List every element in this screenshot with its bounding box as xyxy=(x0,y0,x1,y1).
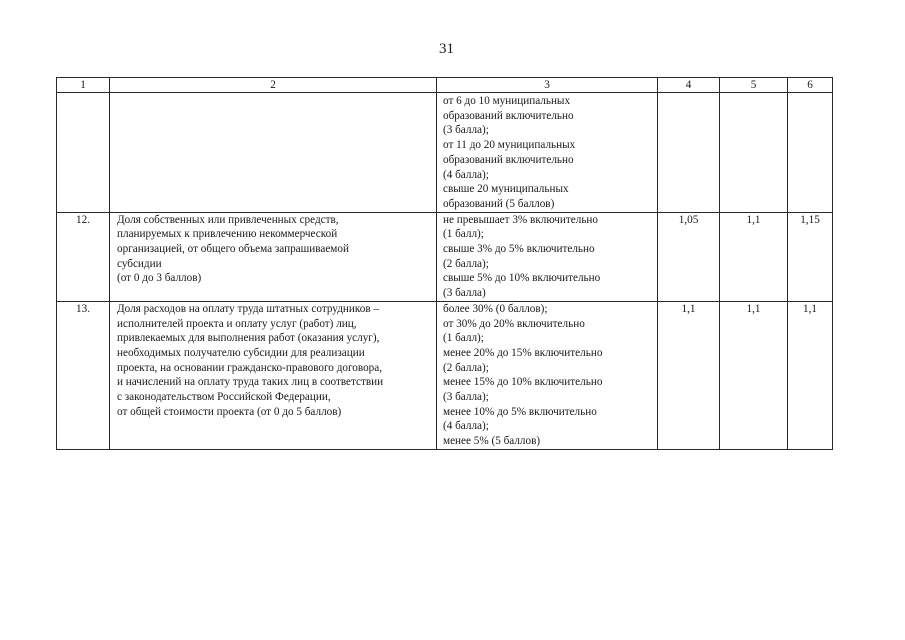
description-line: (от 0 до 3 баллов) xyxy=(117,272,202,285)
column-header: 1 xyxy=(57,78,110,93)
criteria-line: (3 балла); xyxy=(443,391,489,404)
criteria-cell xyxy=(437,212,658,301)
column-header: 2 xyxy=(110,78,437,93)
coefficient-cell: 1,1 xyxy=(788,301,833,449)
table-row-continuation xyxy=(57,93,833,213)
criteria-line: (3 балла); xyxy=(443,124,489,137)
criteria-line: от 6 до 10 муниципальных xyxy=(443,95,571,107)
criteria-line: (4 балла); xyxy=(443,420,489,433)
description-cell xyxy=(110,93,437,213)
description-line: необходимых получателю субсидии для реализации xyxy=(117,346,365,359)
criteria-line: свыше 20 муниципальных xyxy=(443,183,569,196)
criteria-line: менее 5% (5 баллов) xyxy=(443,435,541,448)
criteria-line: образований включительно xyxy=(443,109,574,122)
description-line: Доля расходов на оплату труда штатных сотрудников – xyxy=(117,302,379,315)
criteria-line: (3 балла) xyxy=(443,287,486,300)
criteria-line: более 30% (0 баллов); xyxy=(443,302,548,315)
criteria-line: (4 балла); xyxy=(443,168,489,181)
criteria-line: (1 балл); xyxy=(443,228,484,241)
criteria-line: менее 15% до 10% включительно xyxy=(443,376,603,389)
criteria-line: свыше 3% до 5% включительно xyxy=(443,243,595,256)
criteria-line: образований включительно xyxy=(443,153,574,166)
description-line: проекта, на основании гражданско-правового договора, xyxy=(117,361,383,374)
description-line: и начислений на оплату труда таких лиц в соответствии xyxy=(117,376,384,389)
row-number-cell: 12. xyxy=(57,212,110,301)
column-header: 3 xyxy=(437,78,658,93)
table-row-13 xyxy=(57,301,833,449)
criteria-table xyxy=(56,77,833,450)
description-line: привлекаемых для выполнения работ (оказания услуг), xyxy=(117,332,380,345)
criteria-line: (2 балла); xyxy=(443,257,489,270)
description-line: с законодательством Российской Федерации, xyxy=(117,391,331,404)
description-line: от общей стоимости проекта (от 0 до 5 баллов) xyxy=(117,405,342,418)
coefficient-cell: 1,1 xyxy=(658,301,720,449)
row-number-cell: 13. xyxy=(57,301,110,449)
coefficient-cell: 1,1 xyxy=(720,212,788,301)
description-line: Доля собственных или привлеченных средств, xyxy=(117,213,339,226)
description-line: исполнителей проекта и оплату услуг (работ) лиц, xyxy=(117,317,357,330)
row-number-cell xyxy=(57,93,110,213)
criteria-line: (1 балл); xyxy=(443,332,484,345)
description-cell xyxy=(110,301,437,449)
coefficient-cell: 1,15 xyxy=(788,212,833,301)
description-line: субсидии xyxy=(117,257,162,270)
criteria-cell xyxy=(437,93,658,213)
criteria-line: (2 балла); xyxy=(443,361,489,374)
criteria-line: от 11 до 20 муниципальных xyxy=(443,139,576,152)
coefficient-cell: 1,1 xyxy=(720,301,788,449)
page-number: 31 xyxy=(439,41,454,57)
description-line: организацией, от общего объема запрашиваемой xyxy=(117,243,349,256)
column-header: 4 xyxy=(658,78,720,93)
coefficient-cell: 1,05 xyxy=(658,212,720,301)
coefficient-cell xyxy=(720,93,788,213)
description-line: планируемых к привлечению некоммерческой xyxy=(117,228,338,241)
criteria-line: свыше 5% до 10% включительно xyxy=(443,272,601,285)
column-header: 5 xyxy=(720,78,788,93)
table-header-row xyxy=(57,78,833,93)
column-header: 6 xyxy=(788,78,833,93)
criteria-line: менее 20% до 15% включительно xyxy=(443,346,603,359)
coefficient-cell xyxy=(788,93,833,213)
criteria-line: менее 10% до 5% включительно xyxy=(443,405,597,418)
criteria-line: не превышает 3% включительно xyxy=(443,213,599,226)
criteria-cell xyxy=(437,301,658,449)
criteria-line: образований (5 баллов) xyxy=(443,197,555,210)
description-cell xyxy=(110,212,437,301)
table-row-12 xyxy=(57,212,833,301)
criteria-line: от 30% до 20% включительно xyxy=(443,317,585,330)
coefficient-cell xyxy=(658,93,720,213)
